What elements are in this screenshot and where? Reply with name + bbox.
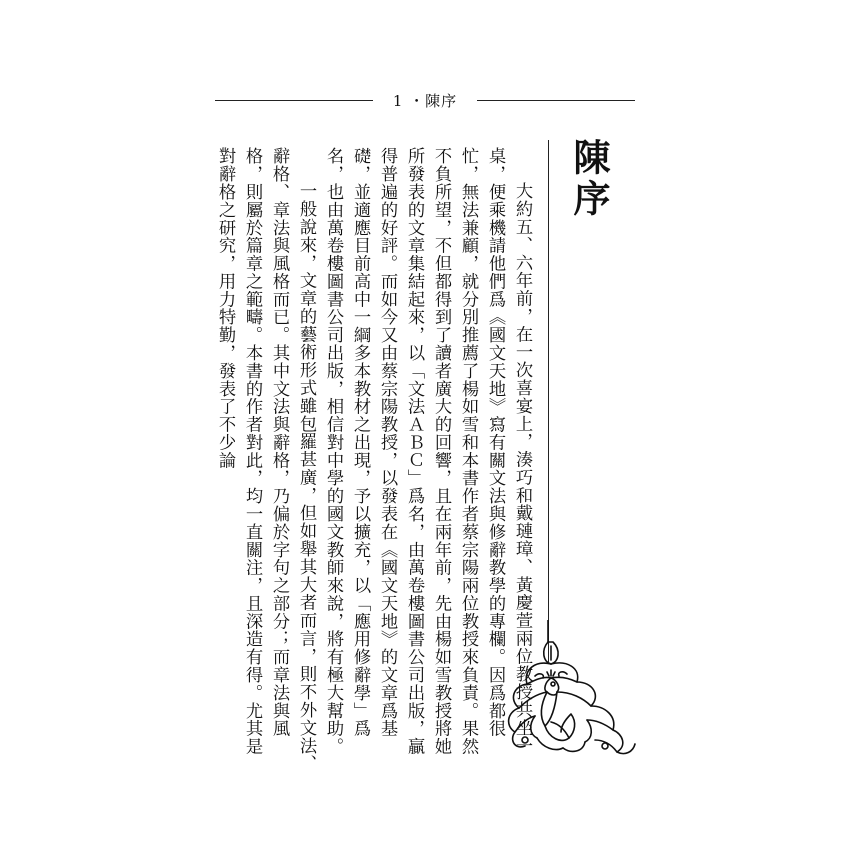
header-label: 1 ・陳序 <box>392 92 458 110</box>
body-text <box>210 147 535 772</box>
paragraph-1: 大約五、六年前，在一次喜宴上，湊巧和戴璉璋、黃慶萱兩位教授共坐一桌，便乘機請他們爲《國文天地》寫有關文法與修辭教學的專欄。因爲都很忙，無法兼顧，就分別推薦了楊如雪和本書作者蔡宗陽兩位教授來負責。果然不負所望，不但都得到了讀者廣大的回響，且在兩年前，先由楊如雪教授將她所發表的文章集結起來，以「文法ＡＢＣ」爲名，由萬卷樓圖書公司出版，贏得普遍的好評。而如今又由蔡宗陽教授，以發表在《國文天地》的文章爲基礎，並適應目前高中一綱多本教材之出現，予以擴充，以「應用修辭學」爲名，也由萬卷樓圖書公司出版，相信對中學的國文教師來說，將有極大幫助。 <box>323 147 532 756</box>
header-rule-left <box>215 100 373 101</box>
paragraph-2: 一般說來，文章的藝術形式雖包羅甚廣，但如舉其大者而言，則不外文法、辭格、章法與風格而已。其中文法與辭格，乃偏於字句之部分；而章法與風格，則屬於篇章之範疇。本書的作者對此，均一直關注，且深造有得。尤其是對辭格之研究，用力特勤，發表了不少論 <box>215 147 316 772</box>
header-rule-right <box>477 100 635 101</box>
page-title: 陳序 <box>567 138 610 220</box>
running-header <box>215 88 635 112</box>
floral-ornament-icon <box>505 620 640 765</box>
title-divider-rule <box>548 140 549 662</box>
